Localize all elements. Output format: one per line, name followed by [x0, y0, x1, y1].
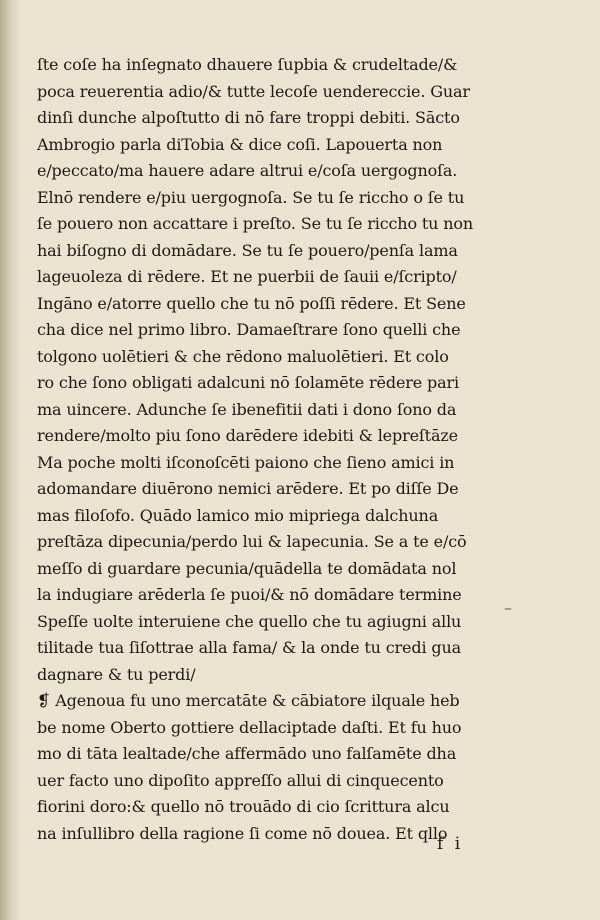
- text-line: tolgono uolētieri & che rēdono maluolētieri. Et colo: [37, 346, 449, 366]
- text-line: rendere/molto piu ſono darēdere idebiti & lepreſtāze: [37, 426, 458, 445]
- text-line: hai biſogno di domādare. Se tu ſe pouero/penſa lama: [37, 240, 458, 260]
- text-line: preſtāza dipecunia/perdo lui & lapecunia. Se a te e/cō: [37, 532, 467, 551]
- text-line: lageuoleza di rēdere. Et ne puerbii de ſauii e/ſcripto/: [37, 267, 457, 286]
- text-line: mo di tāta lealtade/che affermādo uno falſamēte dha: [37, 744, 457, 763]
- text-line: ma uincere. Adunche ſe ibenefitii dati i dono ſono da: [37, 399, 457, 419]
- text-line: e/peccato/ma hauere adare altrui e/coſa uergognoſa.: [37, 161, 458, 180]
- text-line: ſe pouero non accattare i preſto. Se tu ſe riccho tu non: [37, 214, 474, 233]
- text-line: tilitade tua ſiſottrae alla fama/ & la onde tu credi gua: [37, 638, 461, 657]
- text-line: mas filoſofo. Quādo lamico mio mipriega dalchuna: [37, 505, 439, 525]
- text-line: dinſi dunche alpoſtutto di nō fare troppi debiti. Sācto: [37, 108, 460, 127]
- text-line: Ma poche molti iſconoſcēti paiono che ſieno amici in: [37, 452, 455, 472]
- page-binding-shadow: [0, 0, 22, 920]
- text-line: na inſullibro della ragione ſi come nō douea. Et qllo: [37, 823, 448, 843]
- text-line: ſte coſe ha inſegnato dhauere ſupbia & crudeltade/&: [37, 55, 458, 74]
- text-block: [37, 52, 515, 847]
- text-line: ro che ſono obligati adalcuni nō ſolamēte rēdere pari: [37, 373, 459, 392]
- text-line: Ambrogio parla diTobia & dice coſi. Lapouerta non: [37, 134, 443, 154]
- signature-mark: f i: [437, 834, 464, 854]
- margin-mark: –: [504, 598, 512, 617]
- text-line: Ingāno e/atorre quello che tu nō poſſi rēdere. Et Sene: [37, 293, 466, 313]
- text-line: uer facto uno dipoſito appreſſo allui di cinquecento: [37, 770, 444, 790]
- text-line: Elnō rendere e/piu uergognoſa. Se tu ſe riccho o ſe tu: [37, 187, 465, 207]
- text-line: meſſo di guardare pecunia/quādella te domādata nol: [37, 558, 457, 578]
- text-line: ❡ Agenoua fu uno mercatāte & cābiatore ilquale heb: [37, 691, 460, 710]
- text-line: poca reuerentia adio/& tutte lecoſe uendereccie. Guar: [37, 81, 470, 101]
- text-line: la indugiare arēderla ſe puoi/& nō domādare termine: [37, 585, 462, 604]
- text-line: adomandare diuērono nemici arēdere. Et po diſſe De: [37, 479, 459, 498]
- text-line: fiorini doro:& quello nō trouādo di cio ſcrittura alcu: [37, 797, 450, 816]
- text-line: be nome Oberto gottiere dellaciptade daſti. Et fu huo: [37, 717, 462, 737]
- text-line: dagnare & tu perdi/: [37, 664, 196, 684]
- text-line: Speſſe uolte interuiene che quello che tu agiugni allu: [37, 611, 462, 631]
- text-line: cha dice nel primo libro. Damaeſtrare ſono quelli che: [37, 320, 461, 339]
